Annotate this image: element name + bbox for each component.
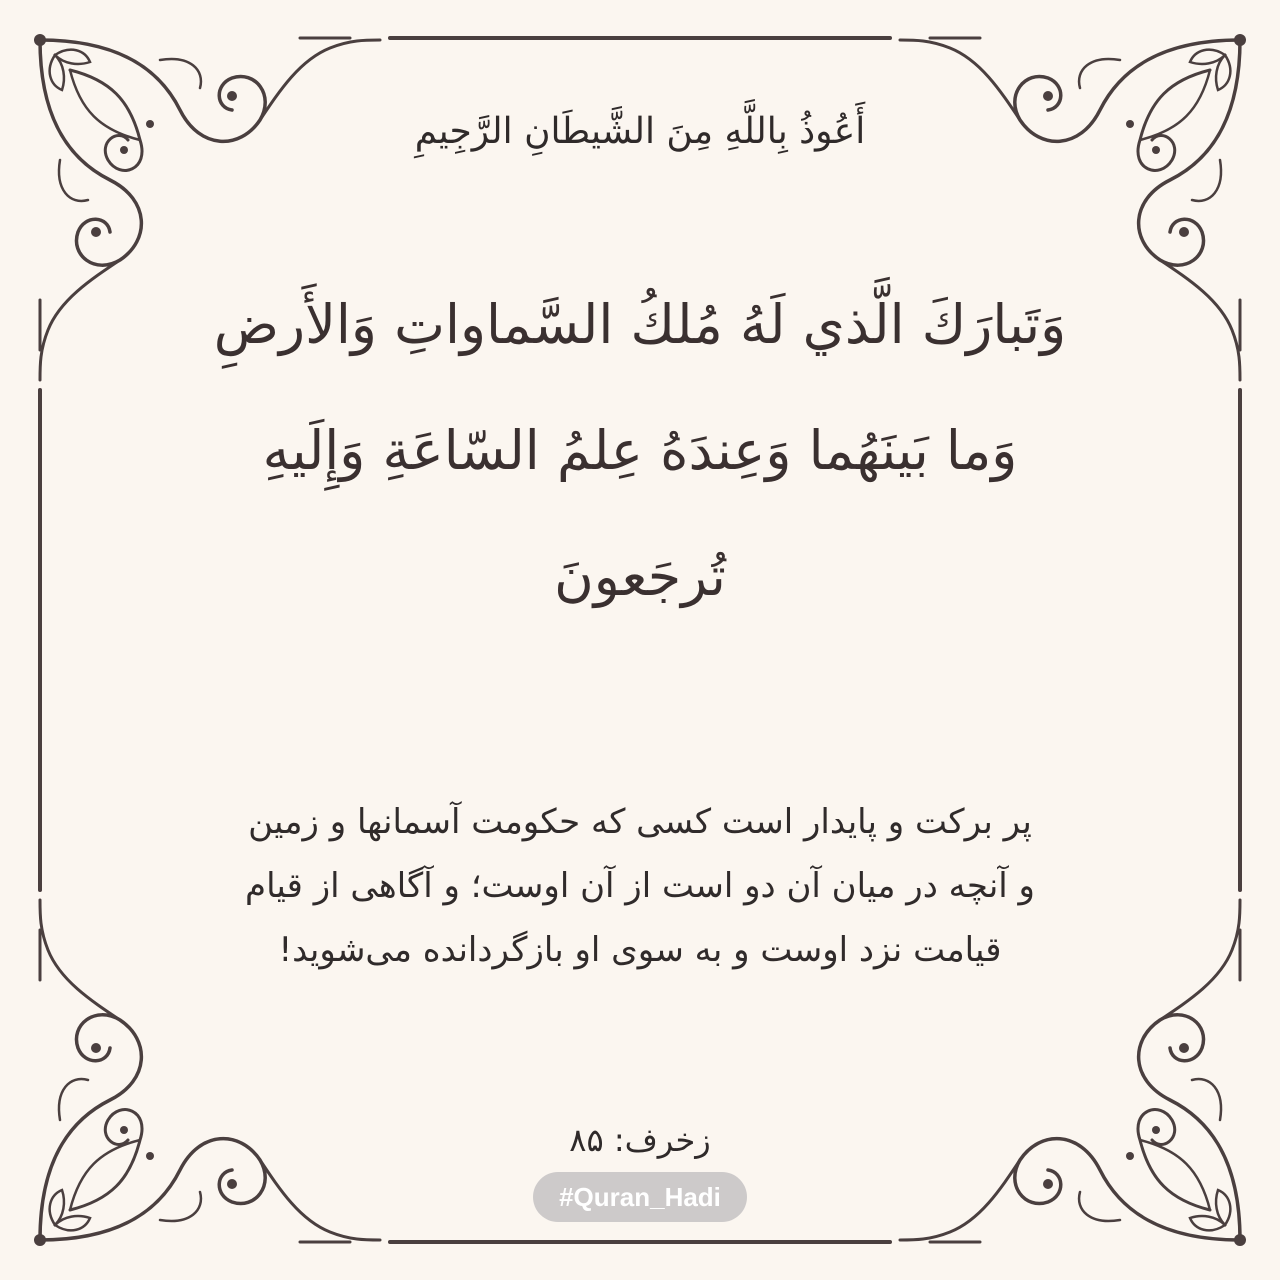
verse-line-1: وَتَبارَكَ الَّذي لَهُ مُلكُ السَّماواتِ وَالأَرضِ [213,293,1067,356]
hashtag-badge: #Quran_Hadi [533,1172,747,1222]
isti3adha-text: أَعُوذُ بِاللَّهِ مِنَ الشَّيطَانِ الرَّجِيمِ [414,111,866,152]
translation-line-3: قیامت نزد اوست و به سوی او بازگردانده می‌شوید! [278,930,1002,970]
translation-line-2: و آنچه در میان آن دو است از آن اوست؛ و آگاهی از قیام [245,866,1035,906]
verse-line-3: تُرجَعونَ [554,545,726,608]
verse-text [0,262,1280,640]
translation-text [0,790,1280,982]
verse-line-2: وَما بَينَهُما وَعِندَهُ عِلمُ السّاعَةِ وَإِلَيهِ [262,419,1018,482]
translation-line-1: پر برکت و پایدار است کسی که حکومت آسمانها و زمین [248,802,1032,842]
surah-reference: زخرف: ۸۵ [569,1121,711,1159]
